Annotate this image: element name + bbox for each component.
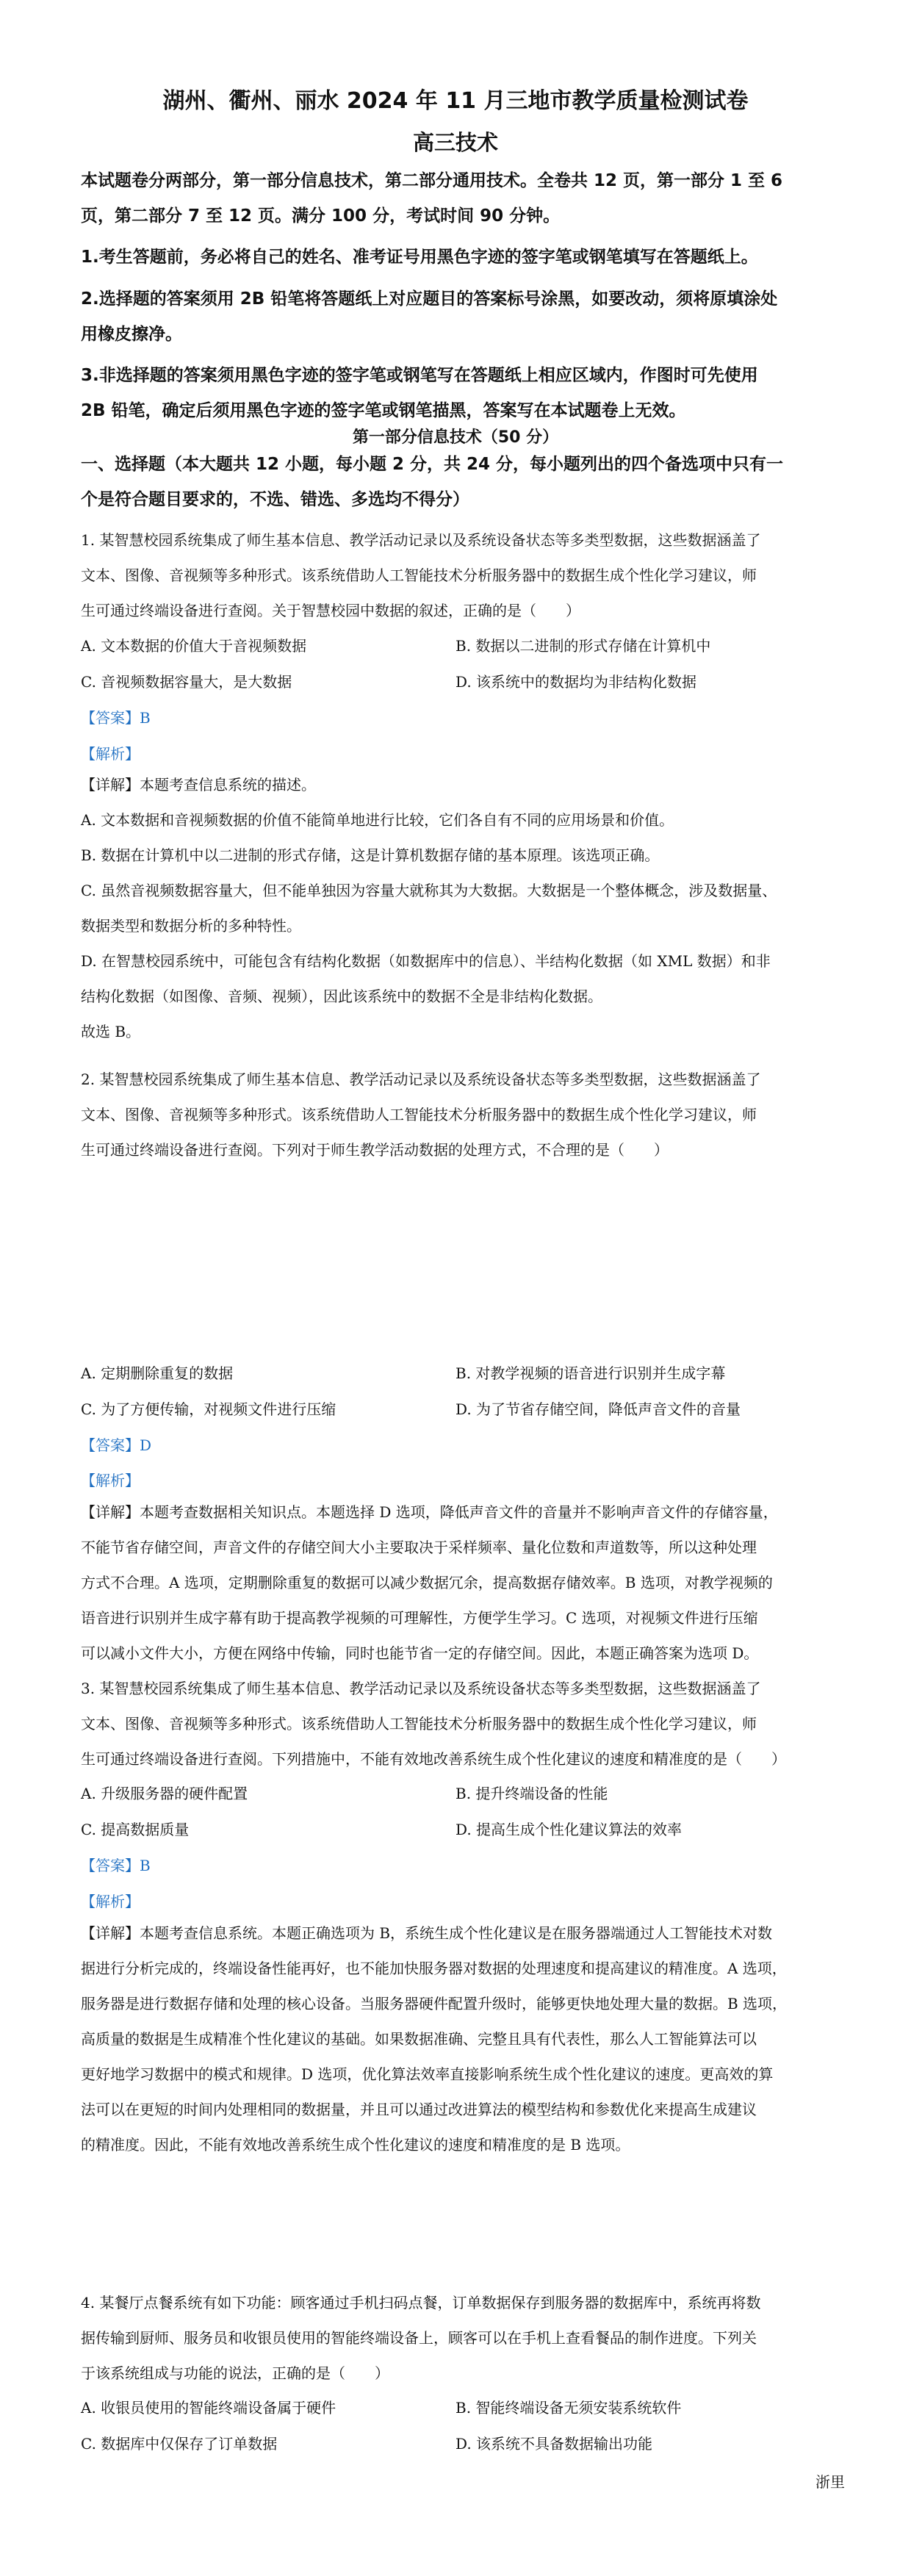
question-4-stem: 于该系统组成与功能的说法，正确的是（ ） [81, 2364, 389, 2382]
question-2-stem: 生可通过终端设备进行查阅。下列对于师生教学活动数据的处理方式，不合理的是（ ） [81, 1141, 669, 1159]
question-1-detail: A. 文本数据和音视频数据的价值不能简单地进行比较，它们各自有不同的应用场景和价值。 [81, 811, 674, 829]
question-4-option-d: D. 该系统不具备数据输出功能 [455, 2435, 653, 2453]
question-2-answer: 【答案】D [81, 1436, 152, 1454]
question-3-detail: 据进行分析完成的，终端设备性能再好，也不能加快服务器对数据的处理速度和提高建议的精准度。A 选项， [81, 1960, 787, 1977]
question-1-option-a: A. 文本数据的价值大于音视频数据 [81, 637, 307, 655]
question-2-stem: 文本、图像、音视频等多种形式。该系统借助人工智能技术分析服务器中的数据生成个性化学习建议，师 [81, 1106, 757, 1123]
question-1-detail: D. 在智慧校园系统中，可能包含有结构化数据（如数据库中的信息）、半结构化数据（如 XML 数据）和非 [81, 952, 771, 970]
question-3-stem: 3. 某智慧校园系统集成了师生基本信息、教学活动记录以及系统设备状态等多类型数据，这些数据涵盖了 [81, 1680, 761, 1697]
question-1-stem: 生可通过终端设备进行查阅。关于智慧校园中数据的叙述，正确的是（ ） [81, 602, 580, 619]
question-1-detail: 【详解】本题考查信息系统的描述。 [81, 776, 316, 794]
question-3-detail: 服务器是进行数据存储和处理的核心设备。当服务器硬件配置升级时，能够更快地处理大量的数据。B 选项， [81, 1995, 788, 2012]
question-1-detail: C. 虽然音视频数据容量大，但不能单独因为容量大就称其为大数据。大数据是一个整体概念，涉及数据量、 [81, 882, 777, 899]
question-2-detail: 语音进行识别并生成字幕有助于提高教学视频的可理解性，方便学生学习。C 选项，对视频文件进行压缩 [81, 1609, 758, 1627]
section-heading: 个是符合题目要求的，不选、错选、多选均不得分） [81, 490, 469, 509]
section-heading: 一、选择题（本大题共 12 小题，每小题 2 分，共 24 分，每小题列出的四个备选项中只有一 [81, 455, 784, 474]
question-3-detail: 的精准度。因此，不能有效地改善系统生成个性化建议的速度和精准度的是 B 选项。 [81, 2136, 630, 2154]
question-3-detail: 高质量的数据是生成精准个性化建议的基础。如果数据准确、完整且具有代表性，那么人工智能算法可以 [81, 2030, 757, 2048]
question-2-option-c: C. 为了方便传输，对视频文件进行压缩 [81, 1400, 336, 1418]
question-2-detail: 可以减小文件大小，方便在网络中传输，同时也能节省一定的存储空间。因此，本题正确答案为选项 D。 [81, 1644, 759, 1662]
footer-mark: 浙里 [815, 2473, 845, 2491]
question-1-option-d: D. 该系统中的数据均为非结构化数据 [455, 673, 697, 691]
question-4-stem: 据传输到厨师、服务员和收银员使用的智能终端设备上，顾客可以在手机上查看餐品的制作进度。下列关 [81, 2329, 757, 2347]
question-1-detail: 数据类型和数据分析的多种特性。 [81, 917, 301, 935]
question-3-stem: 生可通过终端设备进行查阅。下列措施中，不能有效地改善系统生成个性化建议的速度和精准度的是（ ） [81, 1750, 786, 1768]
exam-title: 湖州、衢州、丽水 2024 年 11 月三地市教学质量检测试卷 [162, 88, 749, 114]
question-1-detail: 结构化数据（如图像、音频、视频），因此该系统中的数据不全是非结构化数据。 [81, 987, 602, 1005]
notice-line: 用橡皮擦净。 [81, 325, 182, 344]
question-3-detail: 更好地学习数据中的模式和规律。D 选项，优化算法效率直接影响系统生成个性化建议的速度。更高效的算 [81, 2065, 774, 2083]
question-4-option-c: C. 数据库中仅保存了订单数据 [81, 2435, 278, 2453]
question-3-option-b: B. 提升终端设备的性能 [455, 1785, 608, 1802]
question-1-option-c: C. 音视频数据容量大，是大数据 [81, 673, 292, 691]
part-title: 第一部分信息技术（50 分） [352, 428, 559, 447]
question-2-option-d: D. 为了节省存储空间，降低声音文件的音量 [455, 1400, 741, 1418]
question-3-answer: 【答案】B [81, 1857, 151, 1874]
intro-line: 本试题卷分两部分，第一部分信息技术，第二部分通用技术。全卷共 12 页，第一部分 1 至 6 [81, 171, 783, 190]
question-1-stem: 1. 某智慧校园系统集成了师生基本信息、教学活动记录以及系统设备状态等多类型数据，这些数据涵盖了 [81, 531, 761, 549]
question-2-option-a: A. 定期删除重复的数据 [81, 1364, 234, 1382]
question-1-option-b: B. 数据以二进制的形式存储在计算机中 [455, 637, 711, 655]
question-4-option-a: A. 收银员使用的智能终端设备属于硬件 [81, 2399, 336, 2417]
question-3-analysis: 【解析】 [81, 1893, 140, 1910]
question-3-option-a: A. 升级服务器的硬件配置 [81, 1785, 248, 1802]
question-3-stem: 文本、图像、音视频等多种形式。该系统借助人工智能技术分析服务器中的数据生成个性化学习建议，师 [81, 1715, 757, 1733]
exam-subtitle: 高三技术 [412, 130, 498, 155]
question-3-option-c: C. 提高数据质量 [81, 1821, 190, 1838]
question-2-option-b: B. 对教学视频的语音进行识别并生成字幕 [455, 1364, 726, 1382]
question-4-stem: 4. 某餐厅点餐系统有如下功能：顾客通过手机扫码点餐，订单数据保存到服务器的数据库中，系统再将数 [81, 2294, 761, 2311]
question-3-detail: 法可以在更短的时间内处理相同的数据量，并且可以通过改进算法的模型结构和参数优化来提高生成建议 [81, 2101, 757, 2118]
question-4-option-b: B. 智能终端设备无须安装系统软件 [455, 2399, 682, 2417]
question-2-detail: 不能节省存储空间，声音文件的存储空间大小主要取决于采样频率、量化位数和声道数等，所以这种处理 [81, 1539, 757, 1556]
question-1-answer: 【答案】B [81, 709, 151, 727]
question-1-detail: 故选 B。 [81, 1023, 141, 1040]
question-2-stem: 2. 某智慧校园系统集成了师生基本信息、教学活动记录以及系统设备状态等多类型数据，这些数据涵盖了 [81, 1071, 761, 1088]
notice-line: 2.选择题的答案须用 2B 铅笔将答题纸上对应题目的答案标号涂黑，如要改动，须将原填涂处 [81, 289, 778, 309]
notice-line: 1.考生答题前，务必将自己的姓名、准考证号用黑色字迹的签字笔或钢笔填写在答题纸上。 [81, 248, 758, 267]
question-1-stem: 文本、图像、音视频等多种形式。该系统借助人工智能技术分析服务器中的数据生成个性化学习建议，师 [81, 566, 757, 584]
question-2-analysis: 【解析】 [81, 1472, 140, 1489]
question-1-detail: B. 数据在计算机中以二进制的形式存储，这是计算机数据存储的基本原理。该选项正确。 [81, 846, 660, 864]
question-2-detail: 方式不合理。A 选项，定期删除重复的数据可以减少数据冗余，提高数据存储效率。B 选项，对教学视频的 [81, 1574, 773, 1591]
question-1-analysis: 【解析】 [81, 745, 140, 763]
question-2-detail: 【详解】本题考查数据相关知识点。本题选择 D 选项，降低声音文件的音量并不影响声音文件的存储容量， [81, 1503, 778, 1521]
notice-line: 3.非选择题的答案须用黑色字迹的签字笔或钢笔写在答题纸上相应区域内，作图时可先使用 [81, 366, 758, 385]
intro-line: 页，第二部分 7 至 12 页。满分 100 分，考试时间 90 分钟。 [81, 206, 561, 226]
question-3-detail: 【详解】本题考查信息系统。本题正确选项为 B，系统生成个性化建议是在服务器端通过人工智能技术对数 [81, 1924, 773, 1942]
question-3-option-d: D. 提高生成个性化建议算法的效率 [455, 1821, 683, 1838]
notice-line: 2B 铅笔，确定后须用黑色字迹的签字笔或钢笔描黑，答案写在本试题卷上无效。 [81, 401, 686, 420]
